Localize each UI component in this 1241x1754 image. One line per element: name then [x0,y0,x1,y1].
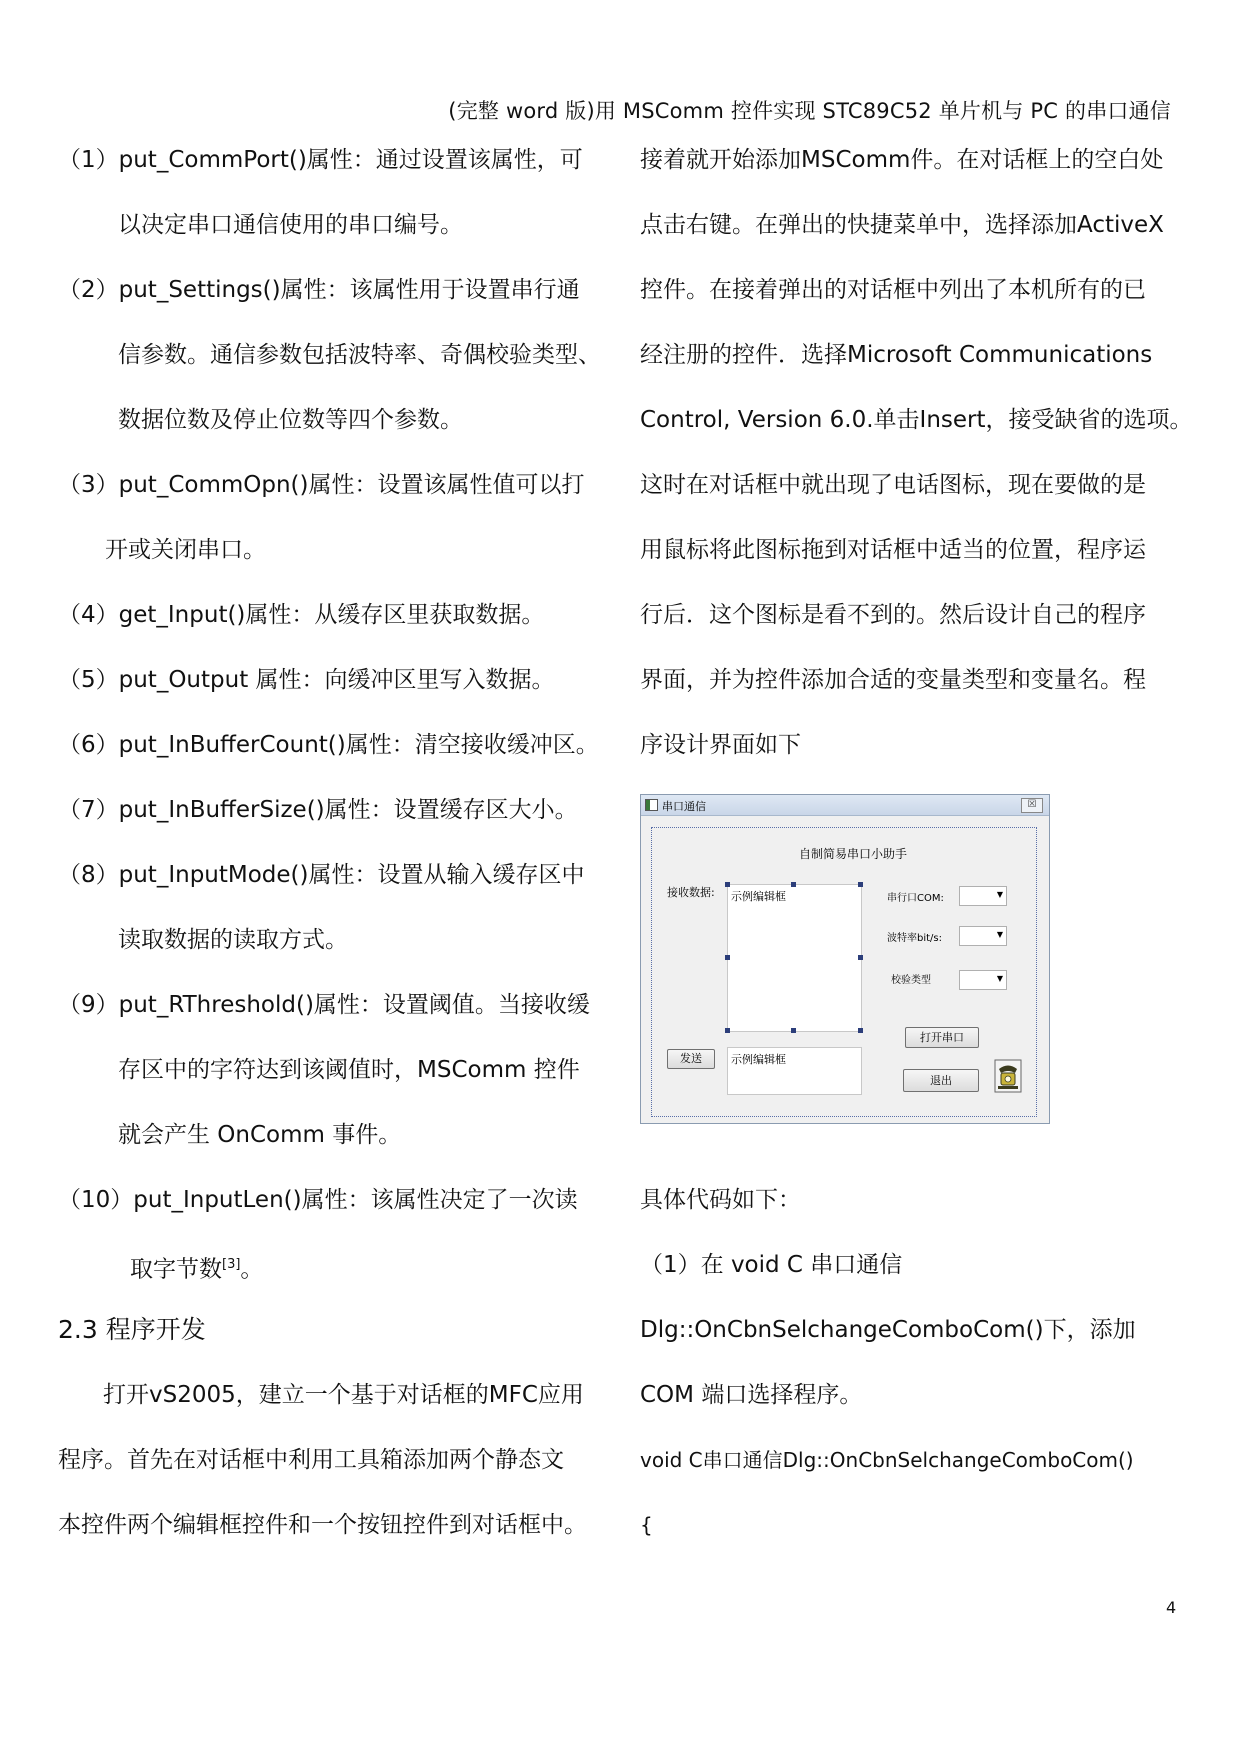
item-2-line-3: 数据位数及停止位数等四个参数。 [118,407,463,433]
parity-combo[interactable] [959,970,1007,990]
resize-handle[interactable] [725,1028,730,1033]
item-1-line-2: 以决定串口通信使用的串口编号。 [118,212,463,238]
dev-para-line-1: 打开vS2005，建立一个基于对话框的MFC应用 [103,1382,584,1408]
item-9-line-1: （9）put_RThreshold()属性：设置阈值。当接收缓 [58,992,590,1018]
receive-edit-text: 示例编辑框 [731,890,786,903]
dialog-title: 串口通信 [662,800,706,813]
dialog-heading: 自制简易串口小助手 [799,847,908,861]
code-step-1-line-2: Dlg::OnCbnSelchangeComboCom()下，添加 [640,1317,1136,1343]
chevron-down-icon: ▼ [996,930,1003,939]
app-icon [645,799,658,811]
code-step-1-line-1: （1）在 void C 串口通信 [640,1252,903,1278]
right-para-line-4: 经注册的控件．选择Microsoft Communications [640,342,1153,368]
citation-ref: [3] [222,1257,241,1272]
port-combo[interactable] [959,886,1007,906]
item-10-end: 。 [240,1256,264,1283]
dev-para-line-3: 本控件两个编辑框控件和一个按钮控件到对话框中。 [58,1512,587,1538]
item-7: （7）put_InBufferSize()属性：设置缓存区大小。 [58,797,578,823]
item-8-line-2: 读取数据的读取方式。 [118,927,348,953]
resize-handle[interactable] [791,882,796,887]
left-column [58,138,618,1568]
resize-handle[interactable] [725,955,730,960]
right-para-line-9: 界面，并为控件添加合适的变量类型和变量名。程 [640,667,1146,693]
dialog-titlebar [641,795,1049,816]
item-1-line-1: （1）put_CommPort()属性：通过设置该属性，可 [58,147,583,173]
port-label: 串行口COM: [887,893,944,904]
right-para-line-10: 序设计界面如下 [640,732,801,758]
item-3-line-1: （3）put_CommOpn()属性：设置该属性值可以打 [58,472,585,498]
code-line-1: void C串口通信Dlg::OnCbnSelchangeComboCom() [640,1448,1134,1472]
item-2-line-1: （2）put_Settings()属性：该属性用于设置串行通 [58,277,580,303]
exit-button[interactable]: 退出 [903,1069,979,1092]
baud-combo[interactable] [959,926,1007,946]
item-10-line-1: （10）put_InputLen()属性：该属性决定了一次读 [58,1187,578,1213]
send-edit-box[interactable] [727,1047,862,1095]
right-para-line-7: 用鼠标将此图标拖到对话框中适当的位置，程序运 [640,537,1146,563]
item-4: （4）get_Input()属性：从缓存区里获取数据。 [58,602,545,628]
code-step-1-line-3: COM 端口选择程序。 [640,1382,863,1408]
code-line-2: { [640,1513,653,1537]
dev-para-line-2: 程序。首先在对话框中利用工具箱添加两个静态文 [58,1447,564,1473]
dialog-screenshot [640,794,1050,1124]
close-icon[interactable]: ☒ [1021,798,1043,813]
right-para-line-5: Control, Version 6.0.单击Insert，接受缺省的选项。 [640,407,1193,433]
item-10-text: 取字节数 [130,1256,222,1283]
right-para-line-2: 点击右键。在弹出的快捷菜单中，选择添加ActiveX [640,212,1164,238]
item-8-line-1: （8）put_InputMode()属性：设置从输入缓存区中 [58,862,585,888]
resize-handle[interactable] [791,1028,796,1033]
baud-label: 波特率bit/s: [887,933,942,944]
item-9-line-3: 就会产生 OnComm 事件。 [118,1122,402,1148]
code-intro: 具体代码如下： [640,1187,801,1213]
right-para-line-8: 行后．这个图标是看不到的。然后设计自己的程序 [640,602,1146,628]
right-para-line-1: 接着就开始添加MSComm件。在对话框上的空白处 [640,147,1164,173]
send-edit-text: 示例编辑框 [731,1053,786,1066]
parity-label: 校验类型 [891,975,931,986]
resize-handle[interactable] [725,882,730,887]
item-2-line-2: 信参数。通信参数包括波特率、奇偶校验类型、 [118,342,601,368]
resize-handle[interactable] [858,882,863,887]
document-header: (完整 word 版)用 MSComm 控件实现 STC89C52 单片机与 PC 的串口通信 [448,99,1171,123]
right-para-line-6: 这时在对话框中就出现了电话图标，现在要做的是 [640,472,1146,498]
item-3-line-2: 开或关闭串口。 [105,537,266,563]
item-5: （5）put_Output 属性：向缓冲区里写入数据。 [58,667,555,693]
resize-handle[interactable] [858,955,863,960]
item-6: （6）put_InBufferCount()属性：清空接收缓冲区。 [58,732,599,758]
receive-label: 接收数据: [667,886,715,899]
telephone-icon[interactable] [994,1059,1022,1093]
section-heading: 2.3 程序开发 [58,1315,206,1344]
right-para-line-3: 控件。在接着弹出的对话框中列出了本机所有的已 [640,277,1146,303]
chevron-down-icon: ▼ [996,890,1003,899]
chevron-down-icon: ▼ [996,974,1003,983]
item-10-line-2 [58,1243,618,1308]
receive-edit-box[interactable] [727,884,862,1032]
send-button[interactable]: 发送 [667,1049,715,1069]
item-9-line-2: 存区中的字符达到该阈值时，MSComm 控件 [118,1057,580,1083]
open-port-button[interactable]: 打开串口 [905,1027,979,1048]
page-number: 4 [1166,1598,1177,1617]
resize-handle[interactable] [858,1028,863,1033]
